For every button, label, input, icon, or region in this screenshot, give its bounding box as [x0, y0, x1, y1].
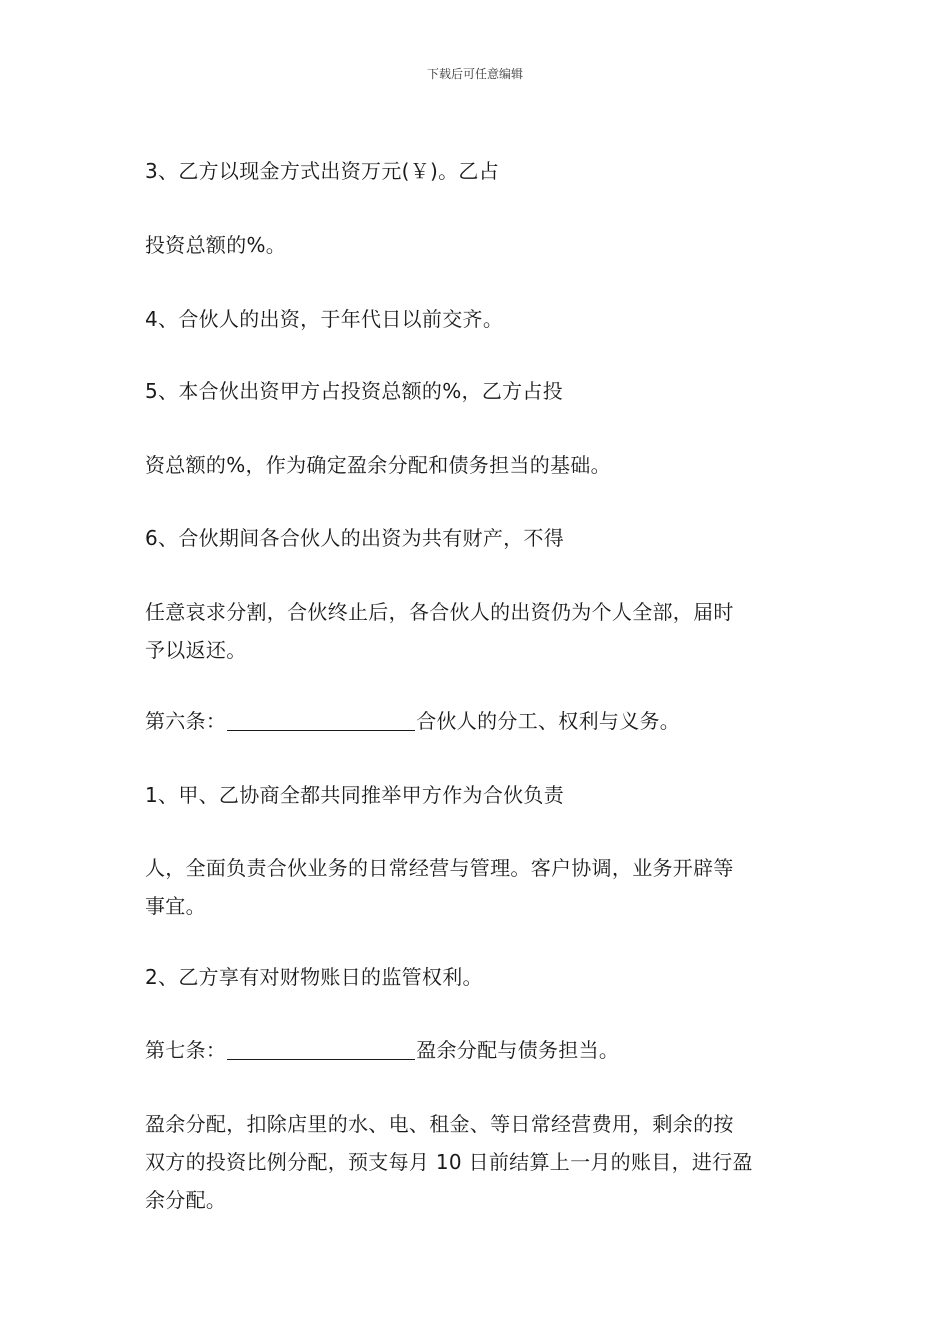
clause-4: 4、合伙人的出资，于年代日以前交齐。: [145, 307, 504, 331]
clause-5-line-2: 资总额的%，作为确定盈余分配和债务担当的基础。: [145, 453, 611, 477]
page-header: 下载后可任意编辑: [426, 67, 523, 81]
profit-line-2: 双方的投资比例分配，预支每月 10 日前结算上一月的账目，进行盈: [145, 1150, 753, 1174]
clause-6-line-1: 6、合伙期间各合伙人的出资为共有财产，不得: [145, 526, 565, 550]
duty-1-line-2: 人，全面负责合伙业务的日常经营与管理。客户协调，业务开辟等: [145, 856, 734, 880]
clause-3-line-1: 3、乙方以现金方式出资万元(￥)。乙占: [145, 159, 500, 183]
article-6-fill-blank: [227, 708, 415, 731]
article-6-prefix: 第六条：: [145, 709, 227, 733]
article-7-prefix: 第七条：: [145, 1038, 227, 1062]
clause-5-line-1: 5、本合伙出资甲方占投资总额的%，乙方占投: [145, 379, 564, 403]
article-6-suffix: 合伙人的分工、权利与义务。: [416, 709, 681, 733]
duty-1-line-3: 事宜。: [145, 894, 206, 918]
article-7-fill-blank: [227, 1037, 415, 1060]
duty-2: 2、乙方享有对财物账日的监管权利。: [145, 965, 483, 989]
article-6-heading: [145, 702, 810, 740]
profit-line-3: 余分配。: [145, 1188, 227, 1212]
clause-6-line-2: 任意哀求分割，合伙终止后，各合伙人的出资仍为个人全部，届时: [145, 600, 734, 624]
clause-3-line-2: 投资总额的%。: [145, 233, 287, 257]
clause-6-line-3: 予以返还。: [145, 638, 247, 662]
duty-1-line-1: 1、甲、乙协商全都共同推举甲方作为合伙负责: [145, 783, 565, 807]
article-7-heading: [145, 1031, 810, 1069]
profit-line-1: 盈余分配，扣除店里的水、电、租金、等日常经营费用，剩余的按: [145, 1112, 734, 1136]
article-7-suffix: 盈余分配与债务担当。: [416, 1038, 620, 1062]
